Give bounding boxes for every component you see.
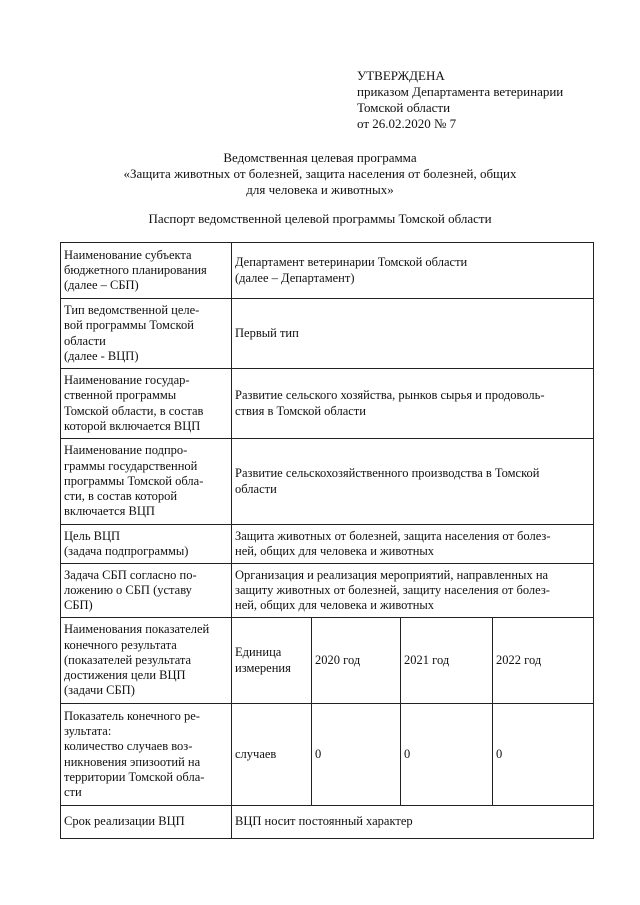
cell-line: ней, общих для человека и животных [235,598,435,613]
program-title-line-1: Ведомственная целевая программа [223,150,417,165]
row-label-subprogram [61,439,232,525]
cell-line: программы Томской обла- [64,473,204,488]
row-label-program-type [61,299,232,369]
cell-line: ственной программы [64,388,177,403]
row-value-subprogram [232,439,594,525]
unit-header [232,618,312,704]
cell-line: ствия в Томской области [235,403,366,418]
table-row [61,369,594,439]
cell-line: (задачи СБП) [64,683,135,698]
value-2022: 0 [493,704,594,806]
cell-line: Организация и реализация мероприятий, направленных на [235,567,549,582]
cell-line: (задача подпрограммы) [64,544,189,558]
cell-line: (далее - ВЦП) [64,348,139,363]
row-value-budget-subject [232,243,594,299]
approval-date: от 26.02.2020 № 7 [357,116,457,131]
value-2021: 0 [401,704,493,806]
row-label-budget-subject [61,243,232,299]
cell-line: количество случаев воз- [64,739,193,754]
cell-line: ней, общих для человека и животных [235,544,435,558]
table-row [61,299,594,369]
cell-line: Наименования показателей [64,622,210,637]
cell-line: бюджетного планирования [64,262,207,277]
table-row [61,525,594,564]
approval-region: Томской области [357,100,451,115]
cell-line: Единица [235,645,282,660]
cell-line: которой включается ВЦП [64,418,201,433]
cell-line: включается ВЦП [64,504,155,519]
approval-heading: УТВЕРЖДЕНА [357,68,445,83]
cell-line: Первый тип [235,325,299,340]
cell-line: Цель ВЦП [64,528,121,543]
cell-line: Показатель конечного ре- [64,708,200,723]
cell-line: Наименование подпро- [64,443,188,458]
cell-line: конечного результата [64,637,177,652]
cell-line: (далее – СБП) [64,278,139,293]
cell-line: Наименование государ- [64,373,190,388]
row-value-program-type [232,299,594,369]
table-row [61,618,594,704]
cell-line: зультата: [64,724,112,739]
cell-line: Развитие сельского хозяйства, рынков сырья и продоволь- [235,388,545,403]
passport-table [60,242,594,839]
row-label-period [61,806,232,839]
cell-line: области [64,333,106,348]
row-value-state-program [232,369,594,439]
year-header-2022: 2022 год [493,618,594,704]
table-row [61,704,594,806]
cell-line: ложению о СБП (уставу [64,582,192,597]
row-value-task [232,564,594,618]
row-value-period [232,806,594,839]
approval-order: приказом Департамента ветеринарии [357,84,564,99]
table-row [61,564,594,618]
approval-stamp [357,68,563,132]
cell-line: (показателей результата [64,652,192,667]
cell-line: территории Томской обла- [64,769,205,784]
cell-line: Тип ведомственной целе- [64,303,200,318]
cell-line: сти, в состав которой [64,489,178,504]
year-header-2020: 2020 год [312,618,401,704]
cell-line: Защита животных от болезней, защита населения от болез- [235,528,551,543]
cell-line: СБП) [64,598,93,613]
cell-line: сти [64,784,82,799]
row-label-result-indicator [61,704,232,806]
cell-line: достижения цели ВЦП [64,668,186,683]
cell-line: Наименование субъекта [64,247,192,262]
row-label-state-program [61,369,232,439]
table-row [61,243,594,299]
cell-line: Срок реализации ВЦП [64,814,185,829]
cell-line: вой программы Томской [64,318,194,333]
program-title [0,150,640,198]
cell-line: Задача СБП согласно по- [64,567,197,582]
cell-line: Развитие сельскохозяйственного производства в Томской [235,466,540,481]
cell-line: Департамент ветеринарии Томской области [235,255,468,270]
cell-line: граммы государственной [64,458,198,473]
row-label-goal [61,525,232,564]
cell-line: (далее – Департамент) [235,270,355,285]
unit-value: случаев [232,704,312,806]
value-2020: 0 [312,704,401,806]
cell-line: измерения [235,660,291,675]
cell-line: ВЦП носит постоянный характер [235,814,413,829]
program-title-line-2: «Защита животных от болезней, защита населения от болезней, общих [123,166,517,181]
row-label-indicators [61,618,232,704]
cell-line: области [235,481,277,496]
year-header-2021: 2021 год [401,618,493,704]
program-title-line-3: для человека и животных» [246,182,394,197]
cell-line: никновения эпизоотий на [64,754,201,769]
passport-title: Паспорт ведомственной целевой программы Томской области [148,211,492,226]
row-label-task [61,564,232,618]
cell-line: Томской области, в состав [64,403,204,418]
row-value-goal [232,525,594,564]
table-row [61,806,594,839]
cell-line: защиту животных от болезней, защиту населения от болез- [235,582,550,597]
table-row [61,439,594,525]
